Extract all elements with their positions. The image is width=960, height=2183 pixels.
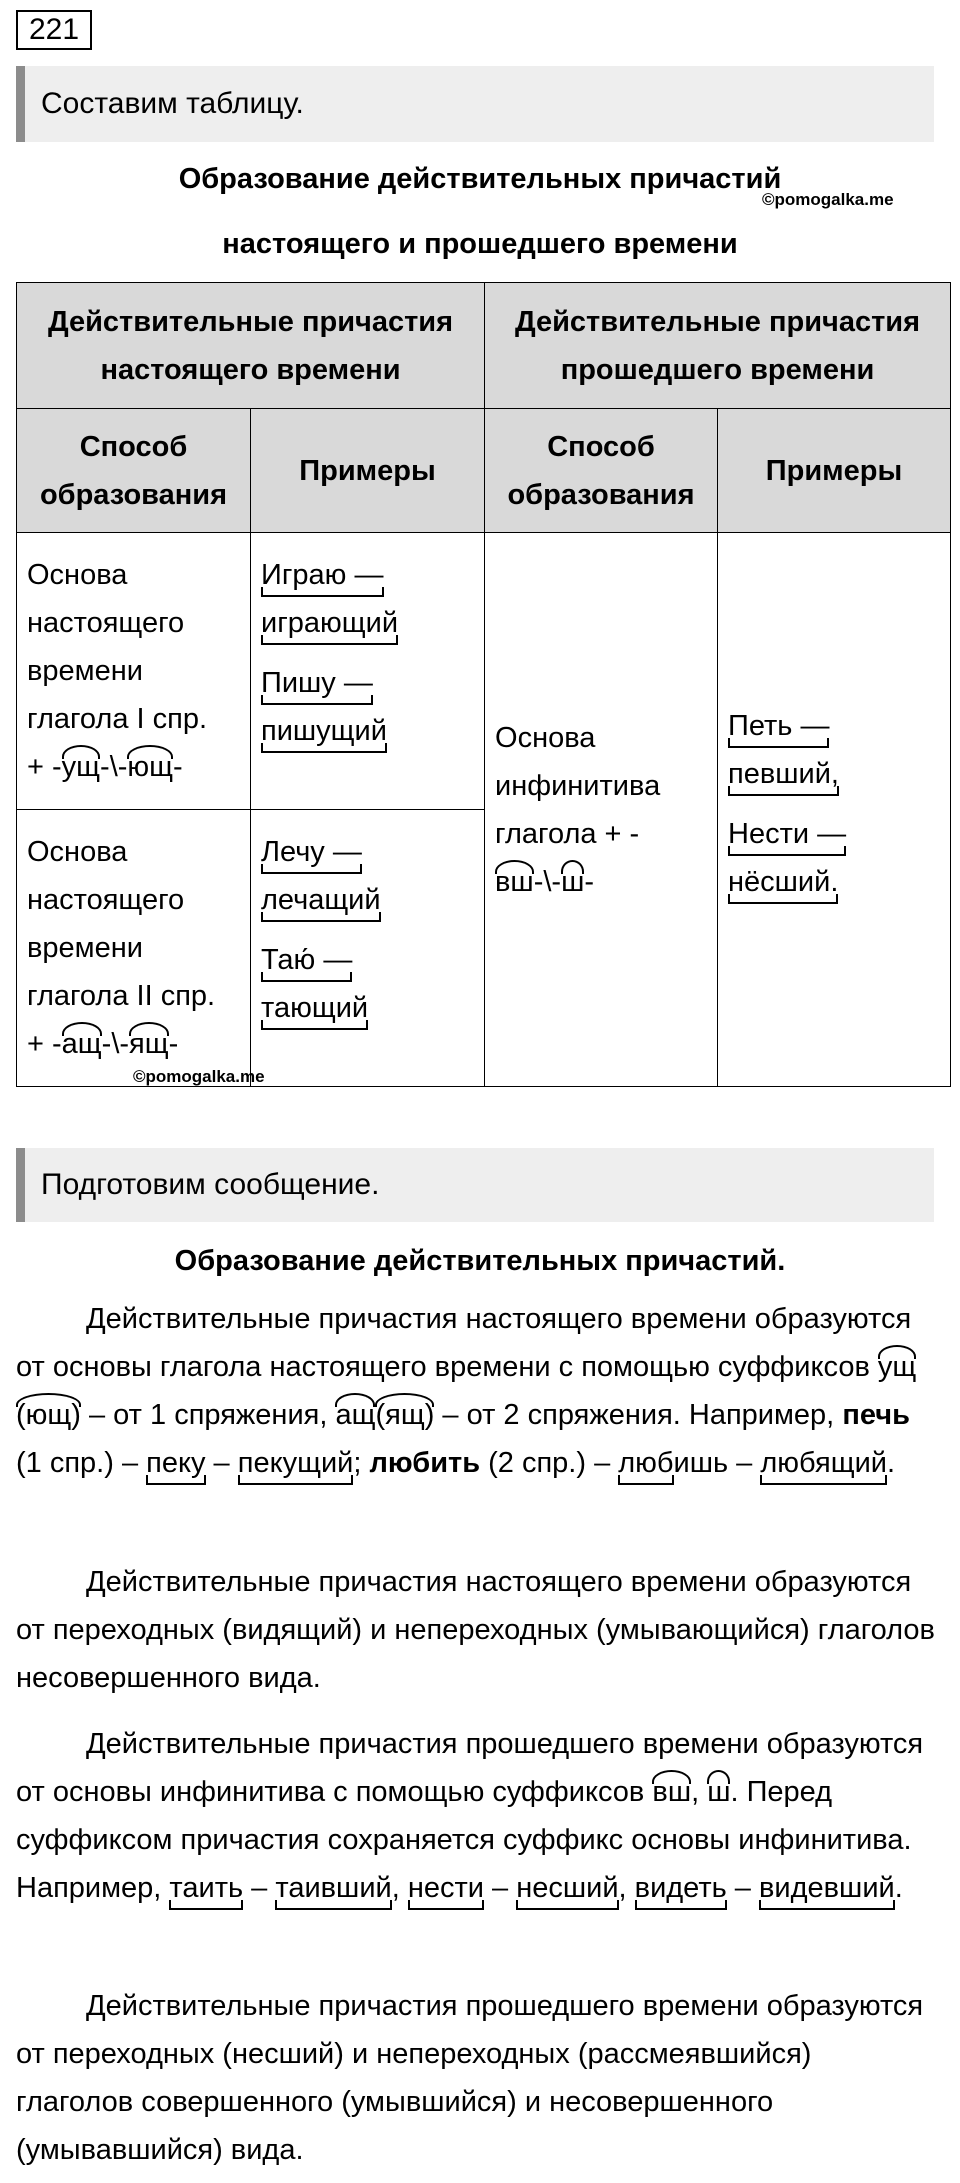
- row1-method-cell: [17, 533, 251, 810]
- verb-stem: Петь —: [728, 702, 829, 750]
- participles-table: [16, 282, 951, 1087]
- header-past-group: Действительные причастия прошедшего времени: [485, 283, 951, 409]
- suffix-mark: ющ: [127, 743, 173, 791]
- stem-mark: люб: [618, 1439, 673, 1487]
- row1-method-line: настоящего: [27, 607, 185, 639]
- stem-mark: нести: [408, 1864, 484, 1912]
- past-method-line: инфинитива: [495, 769, 661, 802]
- suffix-mark: вш: [652, 1768, 691, 1816]
- section-banner-table: Составим таблицу.: [16, 66, 934, 142]
- header-method-past: Способ образования: [485, 409, 718, 533]
- row2-method-cell: [17, 810, 251, 1087]
- suffix-mark: вш: [495, 858, 534, 906]
- bold-verb: печь: [842, 1399, 910, 1431]
- row2-method-suffixes: + -ащ-\-ящ-: [27, 1020, 240, 1068]
- participle-example: тающий: [261, 984, 368, 1032]
- suffix-mark: ш: [561, 858, 584, 906]
- past-method-cell: [485, 533, 718, 1087]
- task-number: 221: [16, 10, 92, 50]
- row2-examples-cell: [251, 810, 485, 1087]
- stem-mark: видеть: [635, 1864, 727, 1912]
- bold-verb: любить: [369, 1447, 481, 1479]
- verb-stem: Пишу —: [261, 659, 373, 707]
- suffix-mark: ящ: [129, 1020, 169, 1068]
- past-examples-cell: [718, 533, 951, 1087]
- watermark-bottom: ©pomogalka.me: [133, 1067, 265, 1086]
- row1-method-suffixes: + -ущ-\-ющ-: [27, 743, 240, 791]
- stem-mark: несший: [516, 1864, 618, 1912]
- table-title-line2: настоящего и прошедшего времени: [222, 228, 738, 260]
- stem-mark: пеку: [146, 1439, 205, 1487]
- suffix-mark: ш: [707, 1768, 730, 1816]
- stem-mark: пекущий: [238, 1439, 354, 1487]
- header-present-group: Действительные причастия настоящего времени: [17, 283, 485, 409]
- participle-example: певший,: [728, 750, 839, 798]
- participle-example: лечащий: [261, 876, 381, 924]
- row2-method-line: времени: [27, 932, 143, 964]
- participle-example: пишущий: [261, 707, 387, 755]
- suffix-mark: (ящ): [375, 1391, 434, 1439]
- row1-method-line: Основа: [27, 559, 128, 591]
- message-title: Образование действительных причастий.: [174, 1245, 786, 1277]
- stem-mark: видевший: [759, 1864, 895, 1912]
- participle-example: нёсший.: [728, 858, 838, 906]
- row1-method-line: глагола I спр.: [27, 703, 208, 735]
- row2-method-line: Основа: [27, 836, 128, 868]
- stem-mark: таить: [169, 1864, 243, 1912]
- row1-method-line: времени: [27, 655, 143, 687]
- participle-example: играющий: [261, 599, 398, 647]
- verb-stem: Лечу —: [261, 828, 362, 876]
- past-method-line: Основа: [495, 721, 596, 754]
- header-examples-past: Примеры: [718, 409, 951, 533]
- suffix-mark: (ющ): [16, 1391, 81, 1439]
- past-method-suffixes: вш-\-ш-: [495, 858, 707, 906]
- suffix-mark: ущ: [62, 743, 100, 791]
- message-paragraph-2: Действительные причастия настоящего времени образуются от переходных (видящий) и непереходных (умывающийся) глаголов несовершенного вида.: [16, 1566, 935, 1694]
- section-banner-message: Подготовим сообщение.: [16, 1148, 934, 1222]
- table-title-line1: Образование действительных причастий: [178, 163, 782, 195]
- verb-stem: Таю́ —: [261, 936, 352, 984]
- suffix-mark: ащ: [335, 1391, 375, 1439]
- header-method-present: Способ образования: [17, 409, 251, 533]
- stem-mark: таивший: [275, 1864, 391, 1912]
- message-paragraph-4: Действительные причастия прошедшего времени образуются от переходных (несший) и непереходных (рассмеявшийся) глаголов совершенного (умывшийся) и несовершенного (умывавшийся) вида.: [16, 1990, 924, 2166]
- stem-mark: любящий: [760, 1439, 887, 1487]
- suffix-mark: ащ: [62, 1020, 102, 1068]
- past-method-line: глагола + -: [495, 817, 640, 850]
- row2-method-line: настоящего: [27, 884, 185, 916]
- message-paragraph-1: Действительные причастия настоящего времени образуются от основы глагола настоящего времени с помощью суффиксов ущ(ющ) – от 1 спряжения, ащ(ящ) – от 2 спряжения. Например, печь (1 спр.) – пеку – пекущий; любить (2 спр.) – любишь – любящий.: [16, 1295, 936, 1487]
- row1-examples-cell: [251, 533, 485, 810]
- watermark-top: ©pomogalka.me: [762, 190, 894, 209]
- header-examples-present: Примеры: [251, 409, 485, 533]
- message-paragraph-3: Действительные причастия прошедшего времени образуются от основы инфинитива с помощью суффиксов вш, ш. Перед суффиксом причастия сохраняется суффикс основы инфинитива. Например, таить – таивший, нести – несший, видеть – видевший.: [16, 1720, 936, 1912]
- verb-stem: Играю —: [261, 551, 384, 599]
- verb-stem: Нести —: [728, 810, 846, 858]
- suffix-mark: ущ: [878, 1343, 916, 1391]
- row2-method-line: глагола II спр.: [27, 980, 216, 1012]
